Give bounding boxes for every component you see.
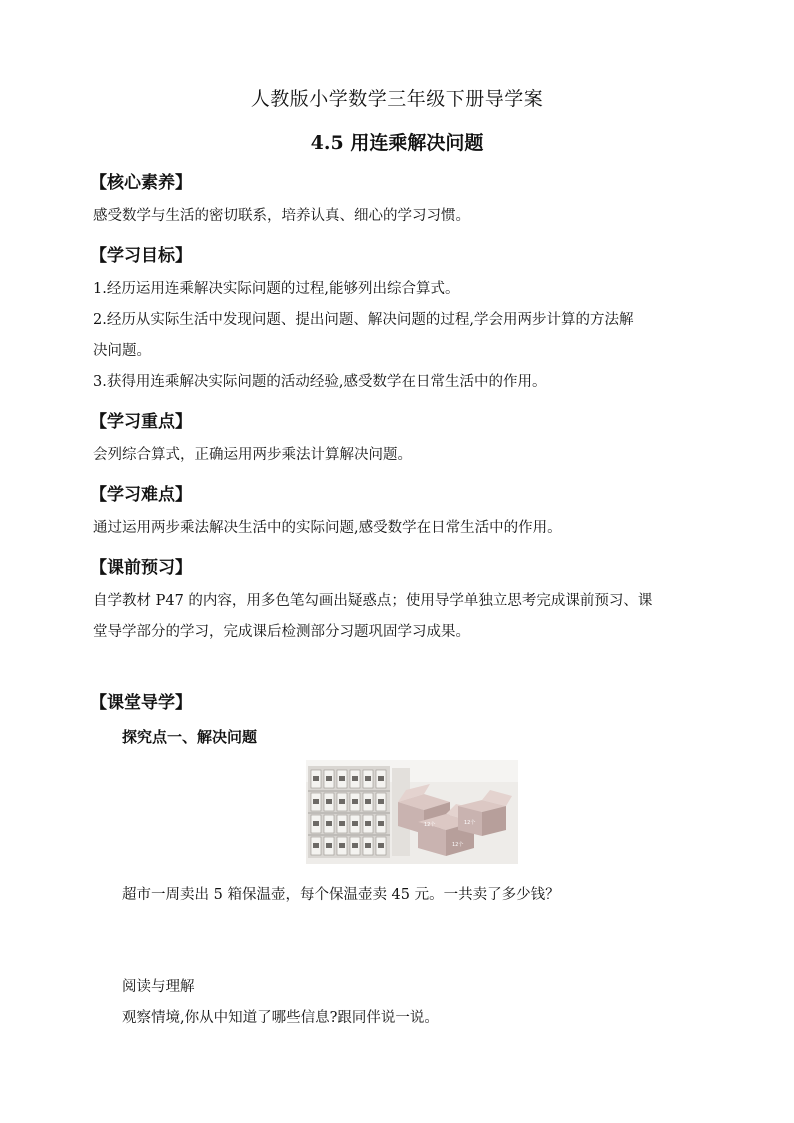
thermos-label (326, 821, 332, 826)
thermos-label (313, 776, 319, 781)
box-label-2: 12个 (452, 842, 464, 848)
classroom-heading: 【课堂导学】 (90, 693, 192, 713)
lesson-title: 4.5 用连乘解决问题 (310, 132, 484, 154)
thermos-label (365, 776, 371, 781)
goals-heading: 【学习目标】 (90, 246, 192, 266)
thermos-label (326, 799, 332, 804)
box-label-3: 12个 (464, 820, 476, 826)
difficulties-text: 通过运用两步乘法解决生活中的实际问题,感受数学在日常生活中的作用。 (93, 520, 562, 536)
thermos-label (352, 821, 358, 826)
problem-text: 超市一周卖出 5 箱保温壶，每个保温壶卖 45 元。一共卖了多少钱？ (122, 887, 560, 903)
thermos-label (352, 776, 358, 781)
thermos-label (326, 776, 332, 781)
thermos-label (365, 799, 371, 804)
thermos-label (339, 776, 345, 781)
goal-item-1: 1.经历运用连乘解决实际问题的过程,能够列出综合算式。 (93, 281, 460, 297)
thermos-label (378, 776, 384, 781)
box-label-1: 12个 (424, 822, 436, 828)
thermos-label (352, 799, 358, 804)
difficulties-heading: 【学习难点】 (90, 485, 192, 505)
thermos-label (339, 799, 345, 804)
thermos-label (313, 843, 319, 848)
document-title: 人教版小学数学三年级下册导学案 (250, 88, 544, 110)
preview-line-2: 堂导学部分的学习，完成课后检测部分习题巩固学习成果。 (93, 624, 470, 640)
thermos-label (313, 821, 319, 826)
thermos-boxes-illustration (306, 760, 518, 864)
thermos-label (378, 843, 384, 848)
thermos-label (326, 843, 332, 848)
core-text: 感受数学与生活的密切联系，培养认真、细心的学习习惯。 (93, 208, 470, 224)
thermos-label (352, 843, 358, 848)
reading-prompt: 观察情境,你从中知道了哪些信息?跟同伴说一说。 (122, 1010, 439, 1026)
thermos-label (339, 821, 345, 826)
reading-title: 阅读与理解 (122, 979, 195, 995)
thermos-label (313, 799, 319, 804)
thermos-label (365, 821, 371, 826)
explore-point-title: 探究点一、解决问题 (122, 728, 258, 746)
thermos-label (339, 843, 345, 848)
thermos-label (365, 843, 371, 848)
preview-line-1: 自学教材 P47 的内容，用多色笔勾画出疑惑点；使用导学单独立思考完成课前预习、课 (93, 593, 653, 609)
thermos-label (378, 799, 384, 804)
goal-item-3: 3.获得用连乘解决实际问题的活动经验,感受数学在日常生活中的作用。 (93, 374, 547, 390)
core-heading: 【核心素养】 (90, 173, 192, 193)
goal-item-2: 2.经历从实际生活中发现问题、提出问题、解决问题的过程,学会用两步计算的方法解 (93, 312, 634, 328)
preview-heading: 【课前预习】 (90, 558, 192, 578)
key-points-heading: 【学习重点】 (90, 412, 192, 432)
goal-item-2-continued: 决问题。 (93, 343, 151, 359)
key-points-text: 会列综合算式，正确运用两步乘法计算解决问题。 (93, 447, 412, 463)
thermos-label (378, 821, 384, 826)
